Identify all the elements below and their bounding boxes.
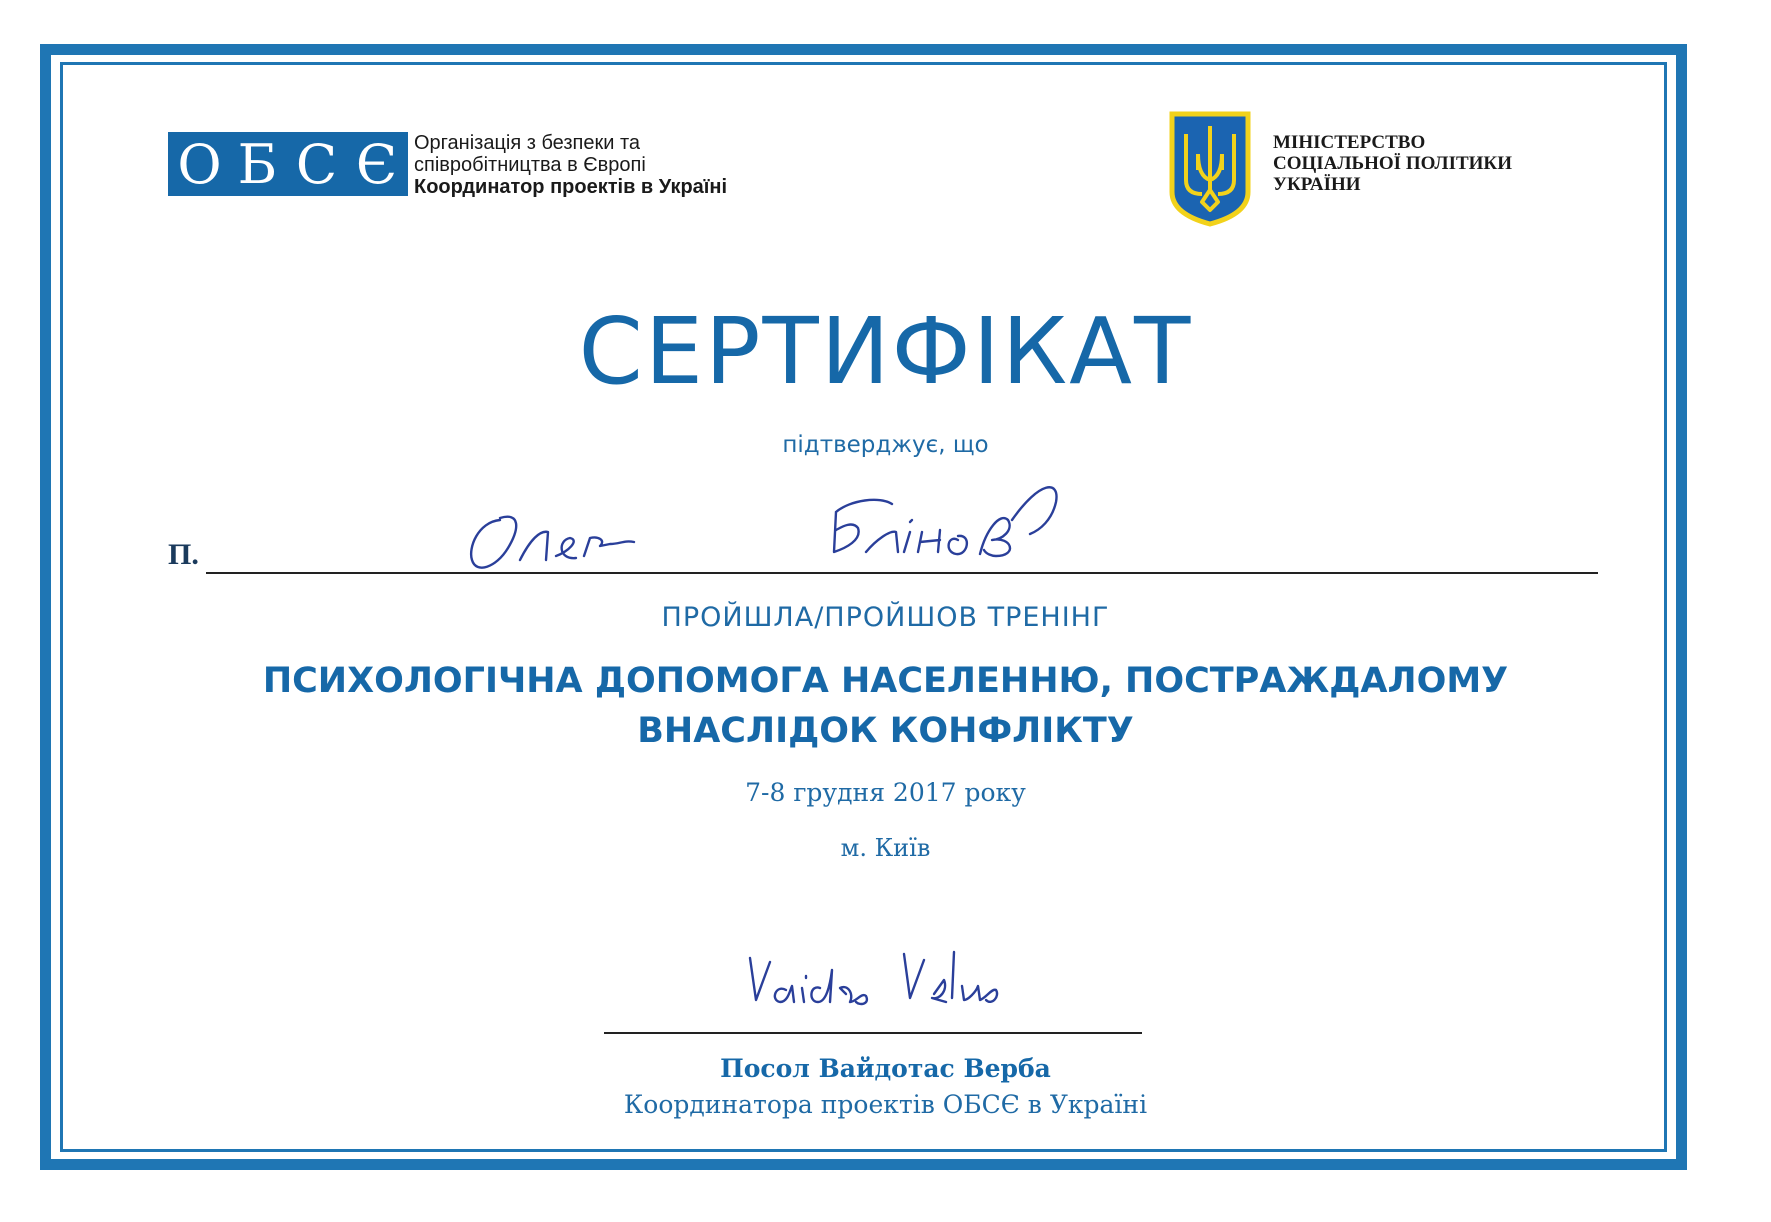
osce-line-3: Координатор проектів в Україні [414,176,728,198]
training-city: м. Київ [840,834,931,862]
ministry-line-2: СОЦІАЛЬНОЇ ПОЛІТИКИ [1273,153,1512,174]
osce-line-1: Організація з безпеки та [414,132,641,154]
ministry-line-3: УКРАЇНИ [1273,174,1361,195]
trident-crest-icon [1168,110,1252,228]
confirms-text: підтверджує, що [782,432,989,458]
certificate-title: СЕРТИФІКАТ [578,298,1193,405]
osce-organization-name [414,132,794,198]
osce-logo-letter-2: Б [226,132,289,196]
passed-training-text: ПРОЙШЛА/ПРОЙШОВ ТРЕНІНГ [661,602,1110,633]
osce-logo-letter-3: С [285,132,348,196]
ministry-line-1: МІНІСТЕРСТВО [1273,132,1426,153]
osce-logo-letter-4: Є [345,132,408,196]
course-title [0,656,1771,756]
signatory-name: Посол Вайдотас Верба [720,1054,1051,1083]
course-title-line-2: ВНАСЛІДОК КОНФЛІКТУ [637,711,1134,751]
signature-line [604,1032,1142,1034]
signatory-role: Координатора проектів ОБСЄ в Україні [623,1090,1148,1119]
osce-logo-letter-1: О [168,132,231,196]
name-prefix: П. [168,538,199,571]
osce-line-2: співробітництва в Європі [414,154,646,176]
name-underline [206,572,1598,574]
training-date: 7-8 грудня 2017 року [745,778,1026,807]
ministry-name [1273,132,1573,195]
course-title-line-1: ПСИХОЛОГІЧНА ДОПОМОГА НАСЕЛЕННЮ, ПОСТРАЖДАЛОМУ [262,661,1509,701]
